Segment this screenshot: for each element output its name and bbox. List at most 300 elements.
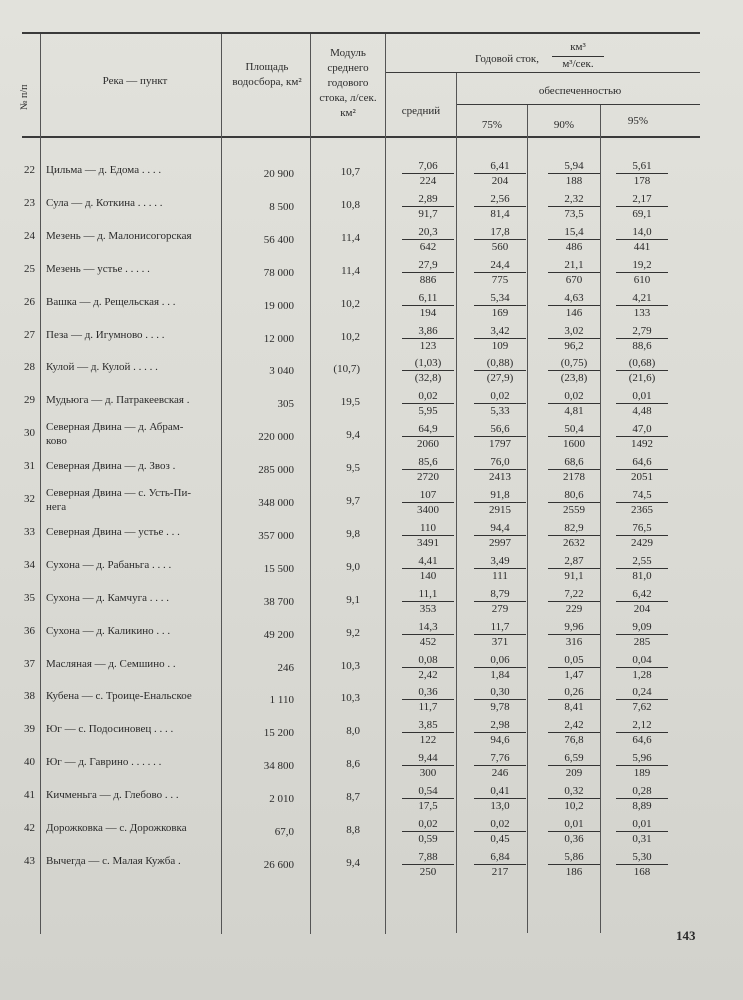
header-p95: 95% <box>627 115 649 127</box>
runoff-m3s: 4,48 <box>632 405 652 417</box>
runoff-km3: 11,1 <box>402 588 454 602</box>
runoff-m3s: 316 <box>565 636 583 648</box>
runoff-fraction-m <box>402 193 454 220</box>
runoff-km3: 14,0 <box>616 226 668 240</box>
runoff-m3s: 217 <box>491 866 509 878</box>
runoff-module: 10,3 <box>340 660 360 672</box>
runoff-km3: 107 <box>402 489 454 503</box>
row-number: 33 <box>24 526 35 538</box>
runoff-m3s: 69,1 <box>632 208 652 220</box>
runoff-fraction-m <box>402 390 454 417</box>
runoff-m3s: 1797 <box>489 438 511 450</box>
runoff-fraction-p90 <box>548 292 600 319</box>
runoff-fraction-p95 <box>616 851 668 878</box>
runoff-module: 9,7 <box>346 495 360 507</box>
river-point: Мезень — д. Малонисогорская <box>46 230 192 242</box>
runoff-km3: 6,84 <box>474 851 526 865</box>
runoff-fraction-p95 <box>616 226 668 253</box>
runoff-fraction-p90 <box>548 160 600 187</box>
row-number: 29 <box>24 394 35 406</box>
runoff-m3s: 2632 <box>563 537 585 549</box>
table-top-rule <box>22 32 700 34</box>
runoff-module: 10,7 <box>340 166 360 178</box>
header-bottom-rule <box>22 136 700 138</box>
runoff-m3s: 642 <box>419 241 437 253</box>
runoff-km3: 2,87 <box>548 555 600 569</box>
runoff-fraction-p75 <box>474 785 526 812</box>
river-point: Масляная — д. Семшино . . <box>46 658 176 670</box>
river-point: Кичменьга — д. Глебово . . . <box>46 789 179 801</box>
header-p75: 75% <box>481 119 503 131</box>
runoff-fraction-p75 <box>474 818 526 845</box>
runoff-module: 8,6 <box>346 758 360 770</box>
runoff-km3: 2,17 <box>616 193 668 207</box>
catchment-area: 19 000 <box>263 300 294 312</box>
runoff-km3: 7,76 <box>474 752 526 766</box>
runoff-km3: 24,4 <box>474 259 526 273</box>
runoff-km3: 9,96 <box>548 621 600 635</box>
catchment-area: 15 500 <box>263 563 294 575</box>
runoff-km3: 0,04 <box>616 654 668 668</box>
runoff-fraction-p95 <box>616 160 668 187</box>
col-rule-num <box>40 34 41 934</box>
runoff-fraction-p90 <box>548 851 600 878</box>
runoff-km3: 7,88 <box>402 851 454 865</box>
runoff-m3s: 610 <box>633 274 651 286</box>
runoff-m3s: 441 <box>633 241 651 253</box>
col-rule-p75 <box>527 105 528 933</box>
runoff-km3: 3,85 <box>402 719 454 733</box>
runoff-km3: 4,63 <box>548 292 600 306</box>
river-point: Северная Двина — д. Звоз . <box>46 460 176 472</box>
runoff-km3: 3,42 <box>474 325 526 339</box>
runoff-m3s: 2915 <box>489 504 511 516</box>
river-point: Сухона — д. Камчуга . . . . <box>46 592 169 604</box>
runoff-fraction-m <box>402 292 454 319</box>
runoff-module: 10,3 <box>340 692 360 704</box>
runoff-m3s: 250 <box>419 866 437 878</box>
runoff-m3s: 133 <box>633 307 651 319</box>
runoff-km3: 0,30 <box>474 686 526 700</box>
runoff-m3s: 73,5 <box>564 208 584 220</box>
runoff-m3s: 17,5 <box>418 800 438 812</box>
runoff-m3s: 0,59 <box>418 833 438 845</box>
runoff-fraction-p95 <box>616 621 668 648</box>
runoff-km3: 5,96 <box>616 752 668 766</box>
row-number: 32 <box>24 493 35 505</box>
runoff-fraction-p90 <box>548 489 600 516</box>
catchment-area: 2 010 <box>269 793 294 805</box>
runoff-km3: 5,61 <box>616 160 668 174</box>
header-module: Модуль среднего годового стока, л/сек. км² <box>319 47 377 119</box>
runoff-km3: 2,55 <box>616 555 668 569</box>
header-annual-unit-top: км³ <box>570 41 586 53</box>
river-point: Кубена — с. Троице-Енальское <box>46 690 192 702</box>
catchment-area: 348 000 <box>258 497 294 509</box>
runoff-m3s: 88,6 <box>632 340 652 352</box>
catchment-area: 305 <box>277 398 294 410</box>
runoff-m3s: 122 <box>419 734 437 746</box>
runoff-fraction-m <box>402 621 454 648</box>
runoff-km3: 0,01 <box>616 818 668 832</box>
runoff-km3: 9,09 <box>616 621 668 635</box>
runoff-km3: 7,06 <box>402 160 454 174</box>
runoff-m3s: 2997 <box>489 537 511 549</box>
runoff-fraction-p75 <box>474 357 526 384</box>
runoff-fraction-p90 <box>548 423 600 450</box>
runoff-fraction-p75 <box>474 621 526 648</box>
runoff-fraction-p75 <box>474 522 526 549</box>
runoff-fraction-m <box>402 851 454 878</box>
row-number: 38 <box>24 690 35 702</box>
catchment-area: 12 000 <box>263 333 294 345</box>
runoff-m3s: 204 <box>491 175 509 187</box>
river-point: Сухона — д. Каликино . . . <box>46 625 171 637</box>
runoff-km3: 68,6 <box>548 456 600 470</box>
runoff-module: 8,8 <box>346 824 360 836</box>
runoff-m3s: 111 <box>492 570 508 582</box>
runoff-m3s: 4,81 <box>564 405 584 417</box>
runoff-km3: 0,05 <box>548 654 600 668</box>
runoff-fraction-m <box>402 259 454 286</box>
runoff-km3: 5,34 <box>474 292 526 306</box>
runoff-km3: 94,4 <box>474 522 526 536</box>
header-annual: Годовой сток, <box>474 53 540 65</box>
catchment-area: 220 000 <box>258 431 294 443</box>
river-point: Вашка — д. Рещельская . . . <box>46 296 176 308</box>
runoff-km3: 0,02 <box>402 390 454 404</box>
runoff-m3s: 7,62 <box>632 701 652 713</box>
runoff-m3s: 91,1 <box>564 570 584 582</box>
runoff-m3s: 0,45 <box>490 833 510 845</box>
runoff-km3: (0,88) <box>474 357 526 371</box>
runoff-m3s: 8,41 <box>564 701 584 713</box>
catchment-area: 3 040 <box>269 365 294 377</box>
runoff-fraction-p75 <box>474 160 526 187</box>
runoff-km3: 110 <box>402 522 454 536</box>
runoff-km3: 20,3 <box>402 226 454 240</box>
runoff-m3s: 0,36 <box>564 833 584 845</box>
runoff-km3: 0,41 <box>474 785 526 799</box>
catchment-area: 26 600 <box>263 859 294 871</box>
runoff-m3s: 5,33 <box>490 405 510 417</box>
runoff-fraction-m <box>402 818 454 845</box>
runoff-fraction-p95 <box>616 555 668 582</box>
river-point: Вычегда — с. Малая Кужба . <box>46 855 181 867</box>
runoff-m3s: 670 <box>565 274 583 286</box>
runoff-m3s: 10,2 <box>564 800 584 812</box>
runoff-m3s: 452 <box>419 636 437 648</box>
runoff-km3: 2,98 <box>474 719 526 733</box>
runoff-km3: 0,01 <box>616 390 668 404</box>
river-point: Северная Двина — с. Усть-Пи- <box>46 487 192 499</box>
runoff-km3: 4,41 <box>402 555 454 569</box>
runoff-m3s: 224 <box>419 175 437 187</box>
runoff-fraction-p75 <box>474 654 526 681</box>
runoff-m3s: (21,6) <box>628 372 656 384</box>
runoff-fraction-p90 <box>548 456 600 483</box>
runoff-m3s: 2365 <box>631 504 653 516</box>
runoff-fraction-m <box>402 555 454 582</box>
runoff-m3s: 1492 <box>631 438 653 450</box>
runoff-fraction-p90 <box>548 357 600 384</box>
runoff-km3: 2,56 <box>474 193 526 207</box>
runoff-m3s: 2720 <box>417 471 439 483</box>
row-number: 36 <box>24 625 35 637</box>
runoff-km3: (0,68) <box>616 357 668 371</box>
runoff-m3s: 285 <box>633 636 651 648</box>
runoff-km3: 0,02 <box>548 390 600 404</box>
runoff-module: 8,0 <box>346 725 360 737</box>
runoff-fraction-p90 <box>548 752 600 779</box>
runoff-fraction-p95 <box>616 325 668 352</box>
catchment-area: 285 000 <box>258 464 294 476</box>
runoff-fraction-p90 <box>548 226 600 253</box>
runoff-module: 10,2 <box>340 331 360 343</box>
header-mean: средний <box>401 105 441 117</box>
runoff-km3: 6,42 <box>616 588 668 602</box>
runoff-fraction-p75 <box>474 390 526 417</box>
runoff-fraction-p95 <box>616 818 668 845</box>
col-rule-p90 <box>600 105 601 933</box>
runoff-km3: 11,7 <box>474 621 526 635</box>
runoff-fraction-p75 <box>474 292 526 319</box>
row-number: 26 <box>24 296 35 308</box>
runoff-m3s: 560 <box>491 241 509 253</box>
runoff-m3s: 2413 <box>489 471 511 483</box>
runoff-module: 8,7 <box>346 791 360 803</box>
runoff-m3s: 94,6 <box>490 734 510 746</box>
runoff-km3: 14,3 <box>402 621 454 635</box>
runoff-m3s: 123 <box>419 340 437 352</box>
runoff-fraction-p90 <box>548 588 600 615</box>
river-point: Пеза — д. Игумново . . . . <box>46 329 165 341</box>
runoff-m3s: 775 <box>491 274 509 286</box>
row-number: 35 <box>24 592 35 604</box>
runoff-km3: (0,75) <box>548 357 600 371</box>
runoff-km3: 47,0 <box>616 423 668 437</box>
runoff-km3: 0,26 <box>548 686 600 700</box>
runoff-fraction-p75 <box>474 456 526 483</box>
runoff-fraction-p95 <box>616 588 668 615</box>
runoff-m3s: 188 <box>565 175 583 187</box>
river-point-cont: ково <box>46 435 67 447</box>
runoff-m3s: 81,0 <box>632 570 652 582</box>
runoff-km3: 82,9 <box>548 522 600 536</box>
row-number: 39 <box>24 723 35 735</box>
runoff-fraction-p90 <box>548 259 600 286</box>
header-prob: обеспеченностью <box>538 85 622 97</box>
runoff-m3s: 1,84 <box>490 669 510 681</box>
runoff-km3: 74,5 <box>616 489 668 503</box>
river-point: Мудьюга — д. Патракеевская . <box>46 394 190 406</box>
catchment-area: 78 000 <box>263 267 294 279</box>
runoff-km3: 2,79 <box>616 325 668 339</box>
runoff-fraction-m <box>402 160 454 187</box>
runoff-km3: 6,11 <box>402 292 454 306</box>
runoff-m3s: 11,7 <box>418 701 438 713</box>
runoff-fraction-m <box>402 654 454 681</box>
runoff-km3: 3,02 <box>548 325 600 339</box>
runoff-fraction-m <box>402 752 454 779</box>
runoff-fraction-p90 <box>548 193 600 220</box>
header-river: Река — пункт <box>102 75 168 87</box>
catchment-area: 56 400 <box>263 234 294 246</box>
runoff-m3s: 209 <box>565 767 583 779</box>
runoff-km3: 15,4 <box>548 226 600 240</box>
runoff-m3s: 3400 <box>417 504 439 516</box>
river-point: Цильма — д. Едома . . . . <box>46 164 162 176</box>
row-number: 25 <box>24 263 35 275</box>
row-number: 41 <box>24 789 35 801</box>
row-number: 40 <box>24 756 35 768</box>
runoff-m3s: 2429 <box>631 537 653 549</box>
runoff-m3s: 2051 <box>631 471 653 483</box>
river-point: Сула — д. Коткина . . . . . <box>46 197 163 209</box>
runoff-m3s: 9,78 <box>490 701 510 713</box>
runoff-fraction-p90 <box>548 719 600 746</box>
runoff-fraction-m <box>402 522 454 549</box>
runoff-km3: 0,36 <box>402 686 454 700</box>
runoff-km3: 2,42 <box>548 719 600 733</box>
river-point: Юг — д. Гаврино . . . . . . <box>46 756 162 768</box>
runoff-km3: 50,4 <box>548 423 600 437</box>
catchment-area: 15 200 <box>263 727 294 739</box>
runoff-m3s: (32,8) <box>414 372 442 384</box>
row-number: 23 <box>24 197 35 209</box>
runoff-m3s: 2178 <box>563 471 585 483</box>
runoff-module: 9,1 <box>346 594 360 606</box>
runoff-m3s: 96,2 <box>564 340 584 352</box>
runoff-fraction-p75 <box>474 719 526 746</box>
runoff-km3: 76,0 <box>474 456 526 470</box>
catchment-area: 49 200 <box>263 629 294 641</box>
runoff-km3: 2,32 <box>548 193 600 207</box>
runoff-km3: 21,1 <box>548 259 600 273</box>
runoff-fraction-m <box>402 686 454 713</box>
runoff-fraction-p75 <box>474 489 526 516</box>
runoff-fraction-p75 <box>474 752 526 779</box>
catchment-area: 67,0 <box>274 826 294 838</box>
runoff-fraction-p95 <box>616 193 668 220</box>
runoff-m3s: 64,6 <box>632 734 652 746</box>
runoff-module: 9,0 <box>346 561 360 573</box>
runoff-m3s: 168 <box>633 866 651 878</box>
row-number: 24 <box>24 230 35 242</box>
runoff-m3s: 81,4 <box>490 208 510 220</box>
runoff-km3: 3,86 <box>402 325 454 339</box>
runoff-km3: 2,89 <box>402 193 454 207</box>
runoff-fraction-p95 <box>616 489 668 516</box>
runoff-m3s: 91,7 <box>418 208 438 220</box>
runoff-km3: 0,54 <box>402 785 454 799</box>
runoff-m3s: 140 <box>419 570 437 582</box>
runoff-fraction-p90 <box>548 686 600 713</box>
runoff-fraction-m <box>402 489 454 516</box>
runoff-km3: 85,6 <box>402 456 454 470</box>
runoff-fraction-p95 <box>616 686 668 713</box>
runoff-fraction-p90 <box>548 555 600 582</box>
river-point: Северная Двина — д. Абрам- <box>46 421 184 433</box>
page-number: 143 <box>676 928 696 943</box>
row-number: 22 <box>24 164 35 176</box>
runoff-m3s: 178 <box>633 175 651 187</box>
annual-subrule <box>385 72 700 73</box>
runoff-fraction-p95 <box>616 456 668 483</box>
runoff-km3: 0,02 <box>402 818 454 832</box>
runoff-km3: 64,9 <box>402 423 454 437</box>
runoff-km3: 5,94 <box>548 160 600 174</box>
runoff-km3: 5,86 <box>548 851 600 865</box>
runoff-fraction-p95 <box>616 259 668 286</box>
runoff-m3s: 1600 <box>563 438 585 450</box>
catchment-area: 38 700 <box>263 596 294 608</box>
runoff-km3: 64,6 <box>616 456 668 470</box>
runoff-km3: 56,6 <box>474 423 526 437</box>
runoff-fraction-m <box>402 588 454 615</box>
river-point: Сухона — д. Рабаньга . . . . <box>46 559 172 571</box>
catchment-area: 246 <box>277 662 294 674</box>
runoff-km3: 9,44 <box>402 752 454 766</box>
runoff-fraction-p95 <box>616 357 668 384</box>
runoff-km3: 0,01 <box>548 818 600 832</box>
runoff-m3s: 109 <box>491 340 509 352</box>
catchment-area: 8 500 <box>269 201 294 213</box>
river-point: Юг — с. Подосиновец . . . . <box>46 723 174 735</box>
runoff-km3: 80,6 <box>548 489 600 503</box>
runoff-module: (10,7) <box>333 363 360 375</box>
runoff-fraction-p75 <box>474 325 526 352</box>
runoff-fraction-p95 <box>616 423 668 450</box>
row-number: 28 <box>24 361 35 373</box>
runoff-module: 9,4 <box>346 429 360 441</box>
runoff-km3: 6,59 <box>548 752 600 766</box>
runoff-module: 9,5 <box>346 462 360 474</box>
runoff-module: 9,8 <box>346 528 360 540</box>
header-num: № п/п <box>19 84 30 110</box>
runoff-km3: 19,2 <box>616 259 668 273</box>
runoff-km3: (1,03) <box>402 357 454 371</box>
header-area: Площадь водосбора, км² <box>232 61 302 88</box>
col-rule-mean <box>456 73 457 933</box>
runoff-km3: 3,49 <box>474 555 526 569</box>
row-number: 37 <box>24 658 35 670</box>
runoff-fraction-p75 <box>474 588 526 615</box>
runoff-m3s: 229 <box>565 603 583 615</box>
header-p90: 90% <box>553 119 575 131</box>
runoff-module: 9,2 <box>346 627 360 639</box>
row-number: 31 <box>24 460 35 472</box>
row-number: 42 <box>24 822 35 834</box>
runoff-fraction-m <box>402 456 454 483</box>
runoff-fraction-p95 <box>616 785 668 812</box>
runoff-m3s: 76,8 <box>564 734 584 746</box>
runoff-fraction-p75 <box>474 423 526 450</box>
runoff-m3s: 1,47 <box>564 669 584 681</box>
runoff-fraction-p95 <box>616 522 668 549</box>
runoff-m3s: 204 <box>633 603 651 615</box>
runoff-m3s: (27,9) <box>486 372 514 384</box>
runoff-km3: 5,30 <box>616 851 668 865</box>
runoff-fraction-p75 <box>474 226 526 253</box>
catchment-area: 20 900 <box>263 168 294 180</box>
river-point: Мезень — устье . . . . . <box>46 263 150 275</box>
runoff-fraction-p75 <box>474 851 526 878</box>
runoff-km3: 76,5 <box>616 522 668 536</box>
runoff-fraction-m <box>402 423 454 450</box>
row-number: 34 <box>24 559 35 571</box>
runoff-fraction-p95 <box>616 390 668 417</box>
